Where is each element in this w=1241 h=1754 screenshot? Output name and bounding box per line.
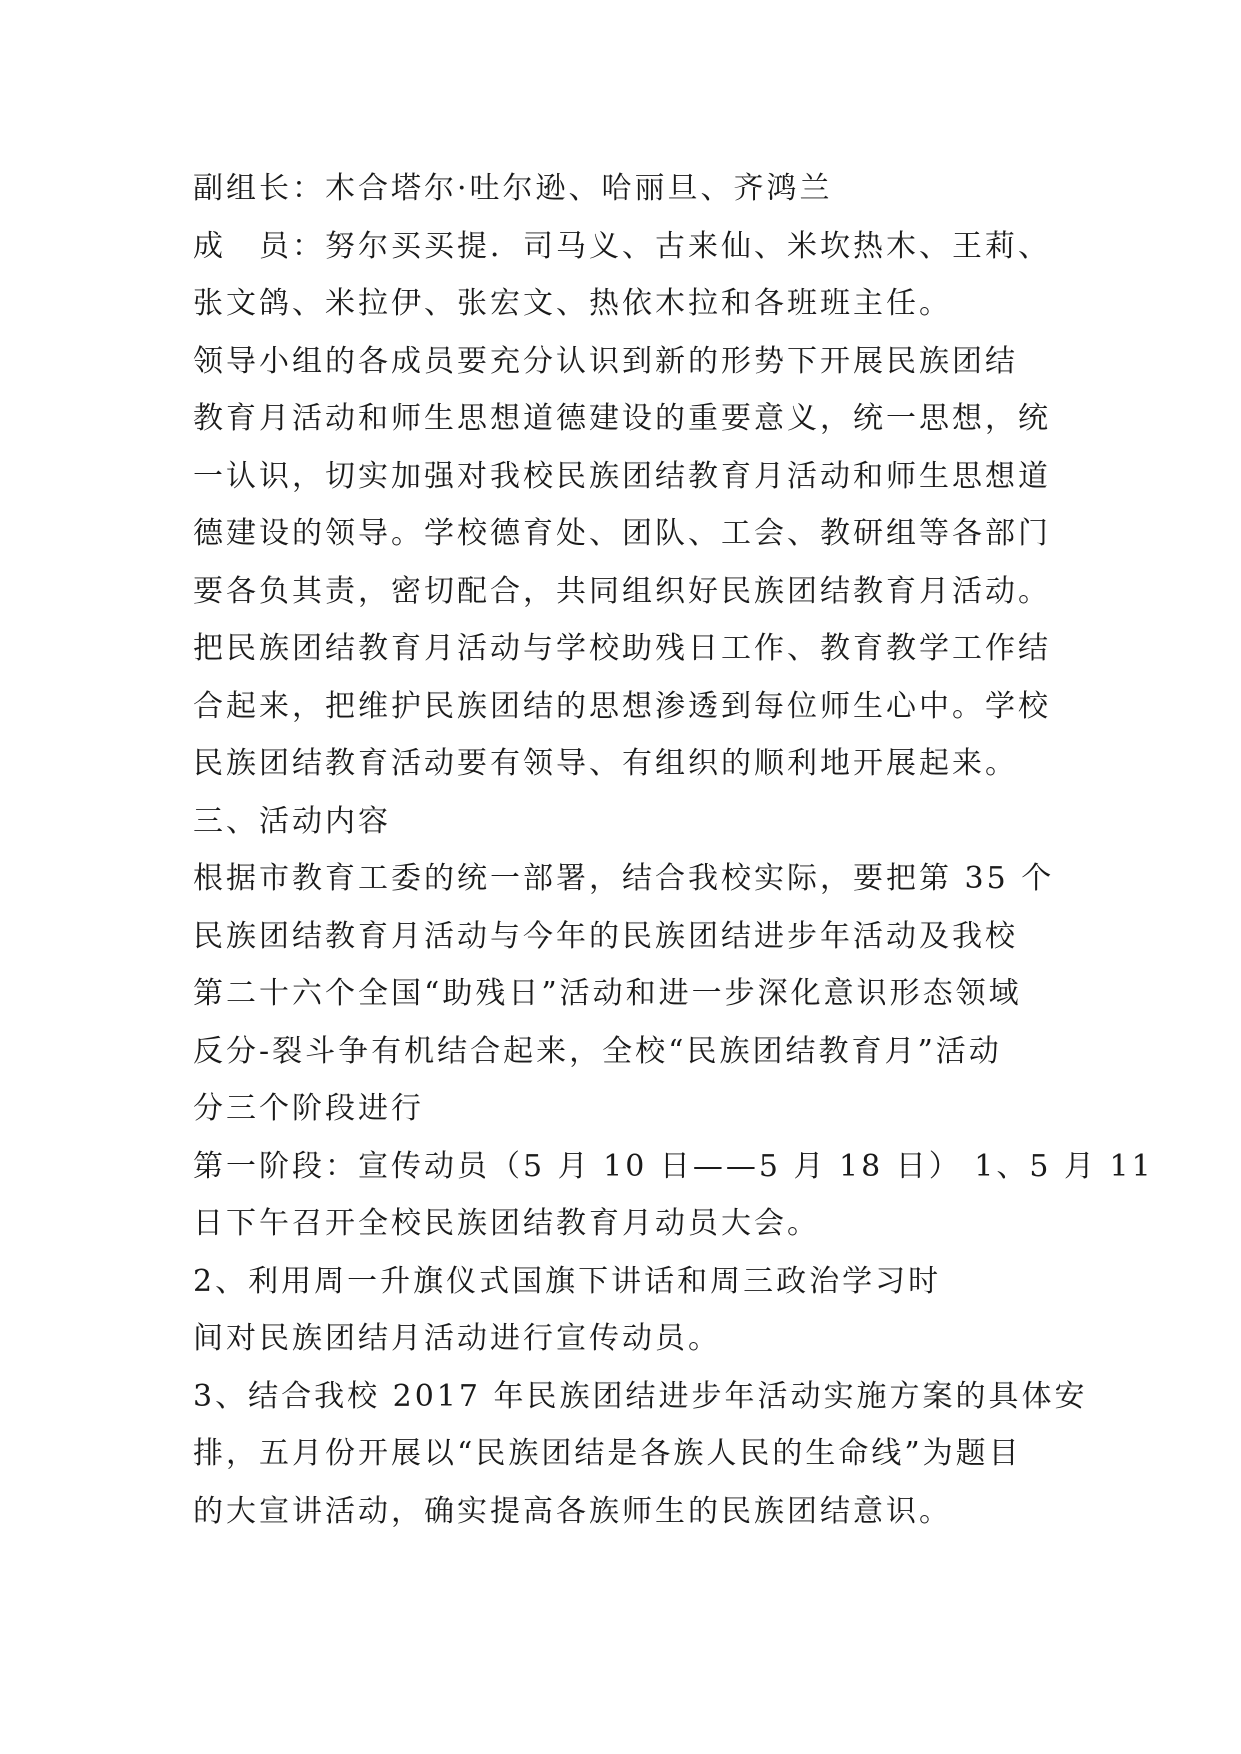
paragraph-line: 领导小组的各成员要充分认识到新的形势下开展民族团结: [193, 343, 1018, 379]
paragraph-line: 教育月活动和师生思想道德建设的重要意义，统一思想，统: [193, 401, 1051, 436]
list-item-3-cont: 排，五月份开展以“民族团结是各族人民的生命线”为题目: [193, 1436, 1022, 1471]
stage-one-line: 第一阶段：宣传动员（5 月 10 日——5 月 18 日） 1、5 月 11: [193, 1148, 1154, 1184]
paragraph-line: 合起来，把维护民族团结的思想渗透到每位师生心中。学校: [193, 688, 1051, 724]
section-heading-activity-content: 三、活动内容: [193, 803, 391, 839]
text-line-deputy-leaders: 副组长：木合塔尔·吐尔逊、哈丽旦、齐鸿兰: [193, 171, 833, 206]
paragraph-line: 一认识，切实加强对我校民族团结教育月活动和师生思想道: [193, 458, 1051, 494]
paragraph-line: 要各负其责，密切配合，共同组织好民族团结教育月活动。: [193, 573, 1051, 609]
stage-one-line-cont: 日下午召开全校民族团结教育月动员大会。: [193, 1206, 820, 1241]
list-item-2-cont: 间对民族团结月活动进行宣传动员。: [193, 1321, 721, 1356]
paragraph-line: 民族团结教育活动要有领导、有组织的顺利地开展起来。: [193, 746, 1018, 781]
paragraph-line: 民族团结教育月活动与今年的民族团结进步年活动及我校: [193, 918, 1018, 954]
paragraph-line: 德建设的领导。学校德育处、团队、工会、教研组等各部门: [193, 516, 1051, 551]
text-line-members-cont: 张文鸽、米拉伊、张宏文、热依木拉和各班班主任。: [193, 286, 952, 321]
paragraph-line: 反分-裂斗争有机结合起来，全校“民族团结教育月”活动: [193, 1033, 1002, 1069]
paragraph-line: 第二十六个全国“助残日”活动和进一步深化意识形态领域: [193, 976, 1022, 1011]
paragraph-line: 根据市教育工委的统一部署，结合我校实际，要把第 35 个: [193, 861, 1055, 896]
list-item-3-cont: 的大宣讲活动，确实提高各族师生的民族团结意识。: [193, 1493, 952, 1529]
list-item-3: 3、结合我校 2017 年民族团结进步年活动实施方案的具体安: [193, 1378, 1088, 1414]
paragraph-line: 分三个阶段进行: [193, 1091, 424, 1126]
paragraph-line: 把民族团结教育月活动与学校助残日工作、教育教学工作结: [193, 631, 1051, 666]
text-line-members: 成 员：努尔买买提．司马义、古来仙、米坎热木、王莉、: [193, 228, 1051, 264]
document-body: [193, 160, 1154, 1540]
list-item-2: 2、利用周一升旗仪式国旗下讲话和周三政治学习时: [193, 1263, 942, 1299]
